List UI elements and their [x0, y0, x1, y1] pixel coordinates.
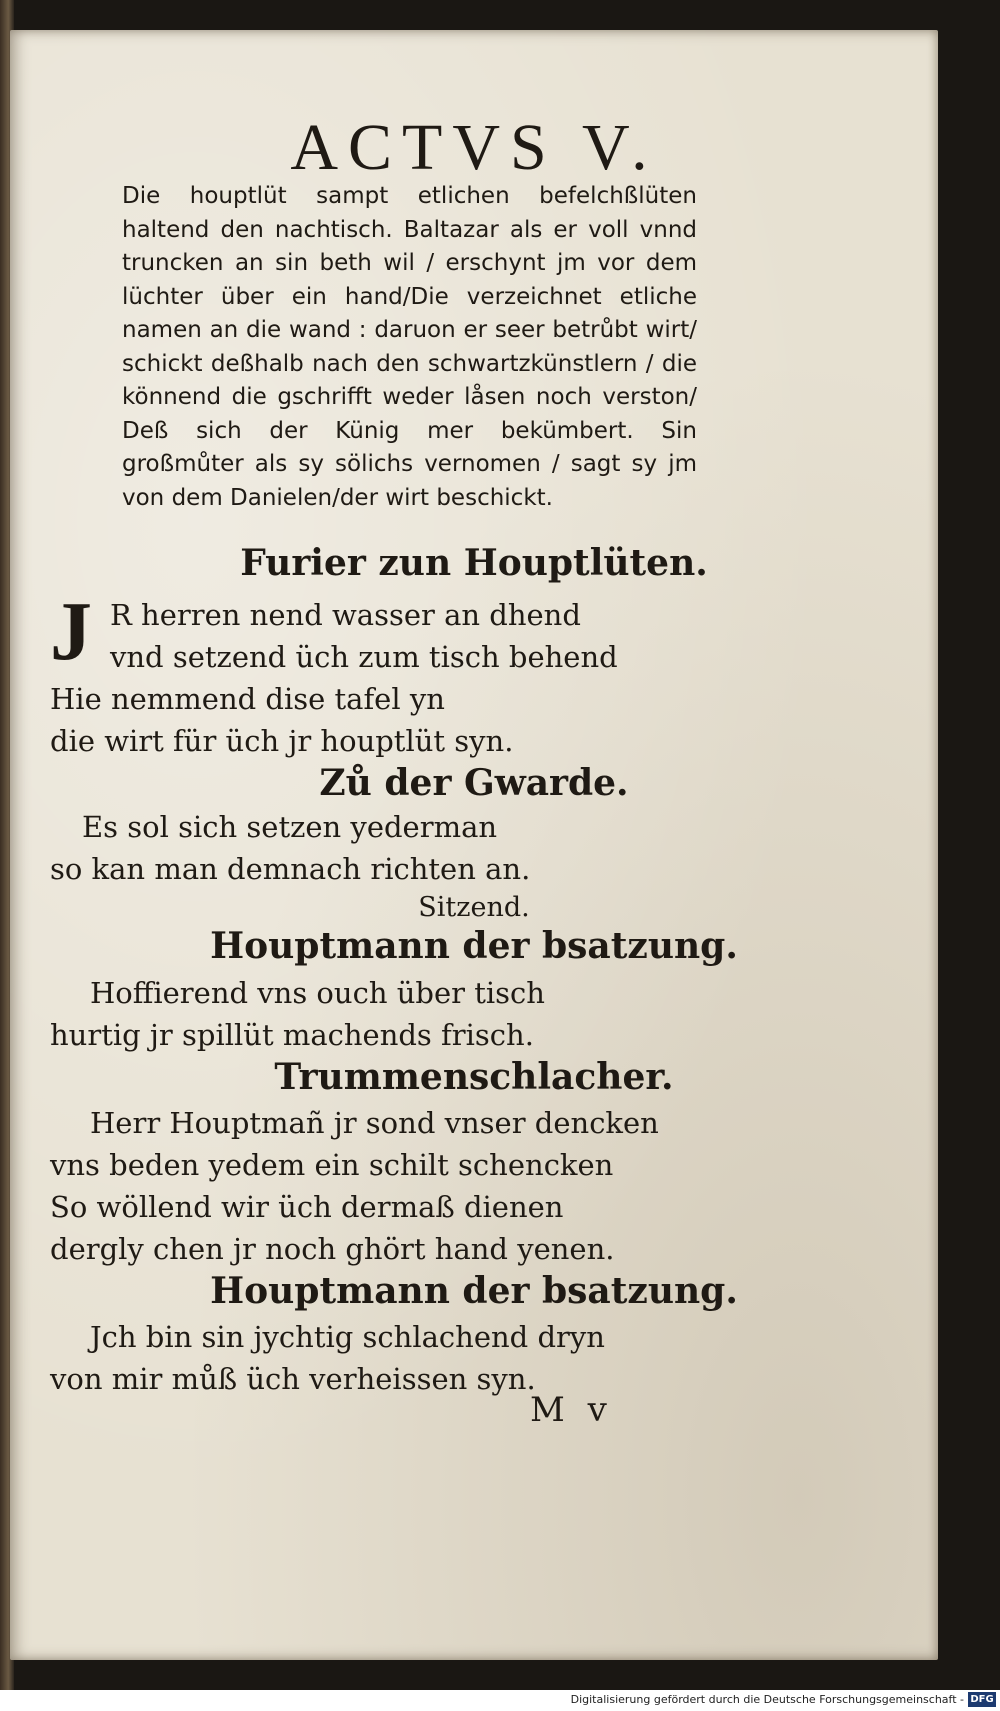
- verse-line: Hoffierend vns ouch über tisch: [90, 976, 545, 1010]
- verse-line: Jch bin sin jychtig schlachend dryn: [90, 1320, 605, 1354]
- footer-bar: [0, 1690, 1000, 1711]
- stage-direction: Sitzend.: [418, 892, 530, 923]
- book-page: [10, 30, 938, 1660]
- verse-line: R herren nend wasser an dhend: [110, 598, 581, 632]
- verse-line: dergly chen jr noch ghört hand yenen.: [50, 1232, 615, 1266]
- dfg-logo: DFG: [968, 1692, 996, 1707]
- verse-line: So wöllend wir üch dermaß dienen: [50, 1190, 564, 1224]
- speaker-heading-furier: Furier zun Houptlüten.: [240, 542, 708, 584]
- verse-line: Hie nemmend dise tafel yn: [50, 682, 445, 716]
- argument-paragraph: Die houptlüt sampt etlichen befelchßlüten haltend den nachtisch. Baltazar als er voll vnnd truncken an sin beth wil / erschynt jm vor dem lüchter über ein hand/Die verzeichnet etliche namen an die wand : daruon er seer betrůbt wirt/ schickt deßhalb nach den schwartzkünstlern / die könnend die gschrifft weder låsen noch verston/ Deß sich der Künig mer bekümbert. Sin großmůter als sy sölichs vernomen / sagt sy jm von dem Danielen/der wirt beschickt.: [122, 183, 697, 511]
- verse-line: Es sol sich setzen yederman: [82, 810, 498, 844]
- footer-credit: Digitalisierung gefördert durch die Deutsche Forschungsgemeinschaft -: [570, 1693, 964, 1706]
- speaker-heading-trummenschlacher: Trummenschlacher.: [274, 1056, 674, 1098]
- verse-line: hurtig jr spillüt machends frisch.: [50, 1018, 534, 1052]
- speaker-heading-houptmann-2: Houptmann der bsatzung.: [210, 1270, 738, 1312]
- speaker-heading-gwarde: Zů der Gwarde.: [319, 762, 629, 804]
- verse-line: Herr Houptmañ jr sond vnser dencken: [90, 1106, 659, 1140]
- page-heading: ACTVS V.: [290, 111, 658, 184]
- verse-line: so kan man demnach richten an.: [50, 852, 531, 886]
- decorated-initial: J: [50, 585, 92, 678]
- speaker-heading-houptmann: Houptmann der bsatzung.: [210, 925, 738, 967]
- verse-line: die wirt für üch jr houptlüt syn.: [50, 724, 514, 758]
- verse-line: von mir můß üch verheissen syn.: [50, 1362, 536, 1396]
- verse-line: vns beden yedem ein schilt schencken: [50, 1148, 614, 1182]
- signature-mark: M v: [530, 1390, 613, 1430]
- verse-line: vnd setzend üch zum tisch behend: [110, 640, 618, 674]
